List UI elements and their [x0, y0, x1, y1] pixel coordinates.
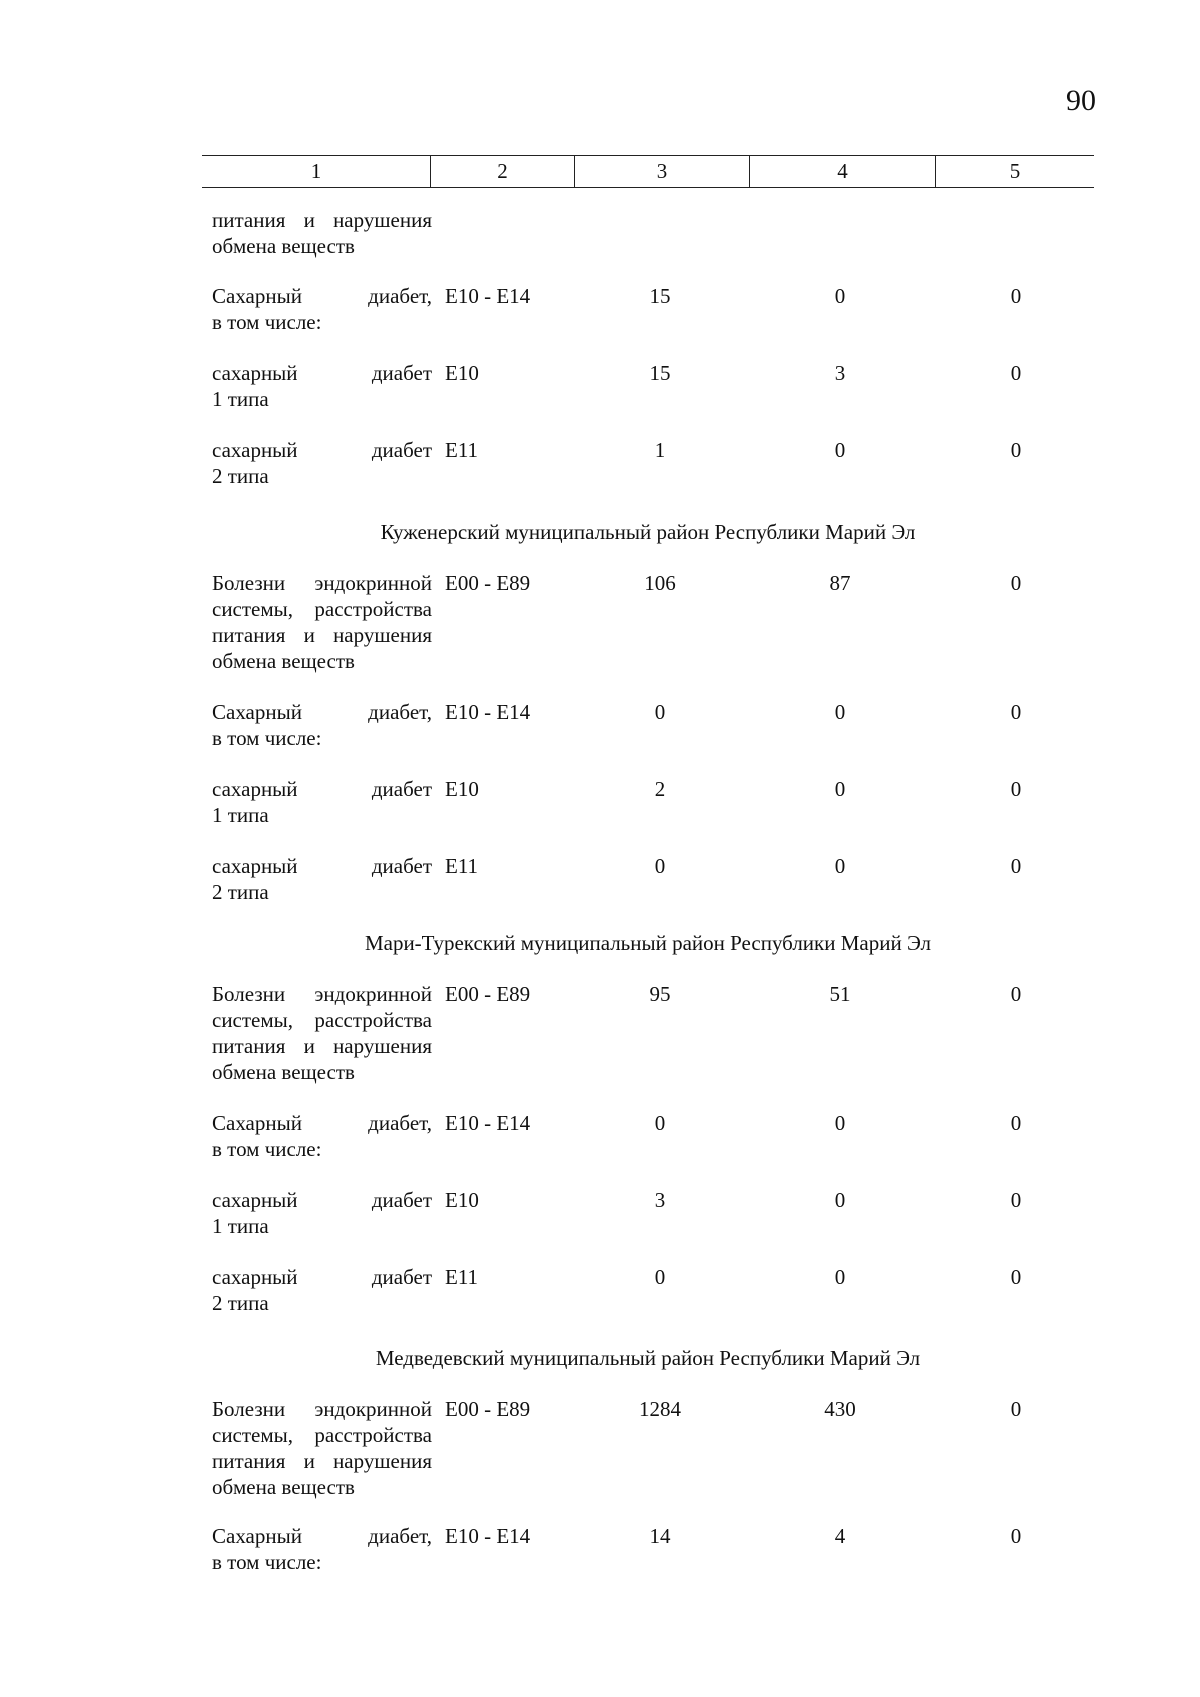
row-name-word: системы, — [212, 597, 294, 621]
row-name-word: 2 типа — [212, 1291, 269, 1315]
row-name-word: нарушения — [333, 623, 432, 647]
row-name — [212, 853, 432, 905]
row-name-word: диабет, — [368, 1524, 432, 1548]
value-col-3: 1284 — [639, 1397, 681, 1421]
icd-code: E00 - E89 — [445, 982, 531, 1006]
row-name-line — [212, 1523, 432, 1549]
row-name-line — [212, 570, 432, 596]
row-name-word: сахарный — [212, 854, 298, 878]
header-col-3: 3 — [575, 156, 750, 187]
row-name-line — [212, 360, 432, 386]
value-col-5: 0 — [1010, 1111, 1022, 1135]
row-name — [212, 437, 432, 489]
row-name-word: сахарный — [212, 1188, 298, 1212]
row-name-word: диабет — [371, 1188, 432, 1212]
row-name-word: питания — [212, 208, 286, 232]
row-name-word: Сахарный — [212, 1111, 302, 1135]
value-col-5: 0 — [1010, 1524, 1022, 1548]
row-name-word: нарушения — [333, 1449, 432, 1473]
row-name-word: в том числе: — [212, 310, 322, 334]
icd-code: E11 — [445, 854, 479, 878]
row-name-word: 2 типа — [212, 464, 269, 488]
table-header — [202, 155, 1094, 188]
row-name-word: расстройства — [314, 1423, 432, 1447]
header-col-4: 4 — [750, 156, 936, 187]
icd-code: E10 - E14 — [445, 1524, 531, 1548]
value-col-5: 0 — [1010, 982, 1022, 1006]
row-name-line — [212, 776, 432, 802]
icd-code: E10 — [445, 1188, 479, 1212]
row-name-word: Сахарный — [212, 700, 302, 724]
row-name-line — [212, 1448, 432, 1474]
value-col-3: 3 — [654, 1188, 666, 1212]
row-name-word: системы, — [212, 1008, 294, 1032]
value-col-5: 0 — [1010, 571, 1022, 595]
row-name — [212, 1110, 432, 1162]
row-name-line — [212, 1264, 432, 1290]
row-name-word: обмена веществ — [212, 234, 355, 258]
row-name-line — [212, 879, 432, 905]
icd-code: E11 — [445, 438, 479, 462]
row-name-line — [212, 283, 432, 309]
district-heading: Мари-Турекский муниципальный район Республики Марий Эл — [364, 931, 932, 955]
row-name-word: обмена веществ — [212, 649, 355, 673]
icd-code: E10 - E14 — [445, 700, 531, 724]
row-name-line — [212, 648, 432, 674]
header-col-1: 1 — [202, 156, 431, 187]
icd-code: E11 — [445, 1265, 479, 1289]
value-col-4: 0 — [834, 1265, 846, 1289]
value-col-3: 0 — [654, 854, 666, 878]
value-col-4: 87 — [829, 571, 851, 595]
row-name-line — [212, 1033, 432, 1059]
row-name-line — [212, 622, 432, 648]
row-name-line — [212, 463, 432, 489]
row-name — [212, 981, 432, 1085]
page-number: 90 — [1066, 84, 1096, 117]
district-heading: Медведевский муниципальный район Республики Марий Эл — [375, 1346, 921, 1370]
value-col-3: 0 — [654, 1265, 666, 1289]
row-name-word: диабет, — [368, 284, 432, 308]
value-col-5: 0 — [1010, 854, 1022, 878]
row-name-word: Болезни — [212, 1397, 286, 1421]
value-col-5: 0 — [1010, 700, 1022, 724]
value-col-5: 0 — [1010, 438, 1022, 462]
row-name-word: обмена веществ — [212, 1060, 355, 1084]
row-name-line — [212, 1187, 432, 1213]
value-col-4: 0 — [834, 1111, 846, 1135]
row-name-word: Болезни — [212, 982, 286, 1006]
row-name-word: и — [303, 208, 315, 232]
row-name-word: и — [303, 1449, 315, 1473]
value-col-4: 0 — [834, 854, 846, 878]
row-name-line — [212, 437, 432, 463]
row-name-line — [212, 1007, 432, 1033]
value-col-4: 0 — [834, 438, 846, 462]
row-name-line — [212, 802, 432, 828]
row-name-line — [212, 1213, 432, 1239]
row-name-line — [212, 699, 432, 725]
row-name-word: питания — [212, 623, 286, 647]
row-name-word: диабет — [371, 438, 432, 462]
row-name-word: сахарный — [212, 361, 298, 385]
icd-code: E00 - E89 — [445, 571, 531, 595]
row-name-line — [212, 207, 432, 233]
row-name-word: 1 типа — [212, 1214, 269, 1238]
row-name-word: диабет — [371, 777, 432, 801]
row-name-word: 1 типа — [212, 387, 269, 411]
icd-code: E10 — [445, 777, 479, 801]
value-col-3: 15 — [649, 361, 671, 385]
row-name-word: сахарный — [212, 777, 298, 801]
row-name-word: диабет, — [368, 700, 432, 724]
value-col-3: 95 — [649, 982, 671, 1006]
row-name-word: Сахарный — [212, 284, 302, 308]
row-name — [212, 1264, 432, 1316]
value-col-3: 14 — [649, 1524, 671, 1548]
value-col-3: 0 — [654, 1111, 666, 1135]
row-name-word: 2 типа — [212, 880, 269, 904]
row-name-word: системы, — [212, 1423, 294, 1447]
row-name-word: 1 типа — [212, 803, 269, 827]
value-col-4: 0 — [834, 284, 846, 308]
value-col-4: 3 — [834, 361, 846, 385]
value-col-3: 15 — [649, 284, 671, 308]
row-name — [212, 1396, 432, 1500]
value-col-5: 0 — [1010, 1397, 1022, 1421]
row-name-word: Сахарный — [212, 1524, 302, 1548]
row-name-line — [212, 1422, 432, 1448]
row-name-word: диабет — [371, 1265, 432, 1289]
row-name-word: и — [303, 623, 315, 647]
row-name — [212, 699, 432, 751]
value-col-5: 0 — [1010, 1188, 1022, 1212]
row-name — [212, 1523, 432, 1575]
value-col-5: 0 — [1010, 284, 1022, 308]
row-name-word: сахарный — [212, 438, 298, 462]
row-name — [212, 283, 432, 335]
value-col-4: 4 — [834, 1524, 846, 1548]
header-col-5: 5 — [1009, 159, 1021, 183]
value-col-3: 1 — [654, 438, 666, 462]
row-name-word: обмена веществ — [212, 1475, 355, 1499]
value-col-5: 0 — [1010, 1265, 1022, 1289]
row-name-word: эндокринной — [314, 982, 432, 1006]
row-name-word: расстройства — [314, 597, 432, 621]
row-name-word: диабет — [371, 361, 432, 385]
value-col-5: 0 — [1010, 361, 1022, 385]
icd-code: E00 - E89 — [445, 1397, 531, 1421]
icd-code: E10 — [445, 361, 479, 385]
row-name-word: в том числе: — [212, 1550, 322, 1574]
row-name-word: сахарный — [212, 1265, 298, 1289]
value-col-4: 51 — [829, 982, 851, 1006]
row-name-line — [212, 309, 432, 335]
row-name-word: питания — [212, 1449, 286, 1473]
row-name — [212, 360, 432, 412]
row-name-line — [212, 853, 432, 879]
value-col-4: 0 — [834, 700, 846, 724]
row-name-word: диабет — [371, 854, 432, 878]
row-name-line — [212, 1136, 432, 1162]
value-col-3: 106 — [644, 571, 676, 595]
row-name-word: нарушения — [333, 1034, 432, 1058]
row-name — [212, 776, 432, 828]
row-name-word: питания — [212, 1034, 286, 1058]
icd-code: E10 - E14 — [445, 1111, 531, 1135]
row-name — [212, 570, 432, 674]
icd-code: E10 - E14 — [445, 284, 531, 308]
row-name-line — [212, 981, 432, 1007]
row-name-word: нарушения — [333, 208, 432, 232]
value-col-4: 430 — [824, 1397, 856, 1421]
row-name-line — [212, 233, 432, 259]
row-name-word: эндокринной — [314, 1397, 432, 1421]
row-name-line — [212, 1396, 432, 1422]
row-name-word: диабет, — [368, 1111, 432, 1135]
row-name-line — [212, 1549, 432, 1575]
row-name-word: в том числе: — [212, 726, 322, 750]
row-name-word: Болезни — [212, 571, 286, 595]
row-name-line — [212, 1059, 432, 1085]
district-heading: Куженерский муниципальный район Республики Марий Эл — [380, 520, 916, 544]
row-name-line — [212, 1474, 432, 1500]
row-name-line — [212, 725, 432, 751]
row-name — [212, 1187, 432, 1239]
row-name-line — [212, 1110, 432, 1136]
row-name-word: расстройства — [314, 1008, 432, 1032]
header-col-2: 2 — [431, 156, 575, 187]
value-col-3: 2 — [654, 777, 666, 801]
value-col-4: 0 — [834, 1188, 846, 1212]
row-name-word: в том числе: — [212, 1137, 322, 1161]
row-name-line — [212, 596, 432, 622]
value-col-5: 0 — [1010, 777, 1022, 801]
row-name-line — [212, 1290, 432, 1316]
row-name-line — [212, 386, 432, 412]
row-name-word: и — [303, 1034, 315, 1058]
value-col-4: 0 — [834, 777, 846, 801]
row-name — [212, 207, 432, 259]
value-col-3: 0 — [654, 700, 666, 724]
row-name-word: эндокринной — [314, 571, 432, 595]
